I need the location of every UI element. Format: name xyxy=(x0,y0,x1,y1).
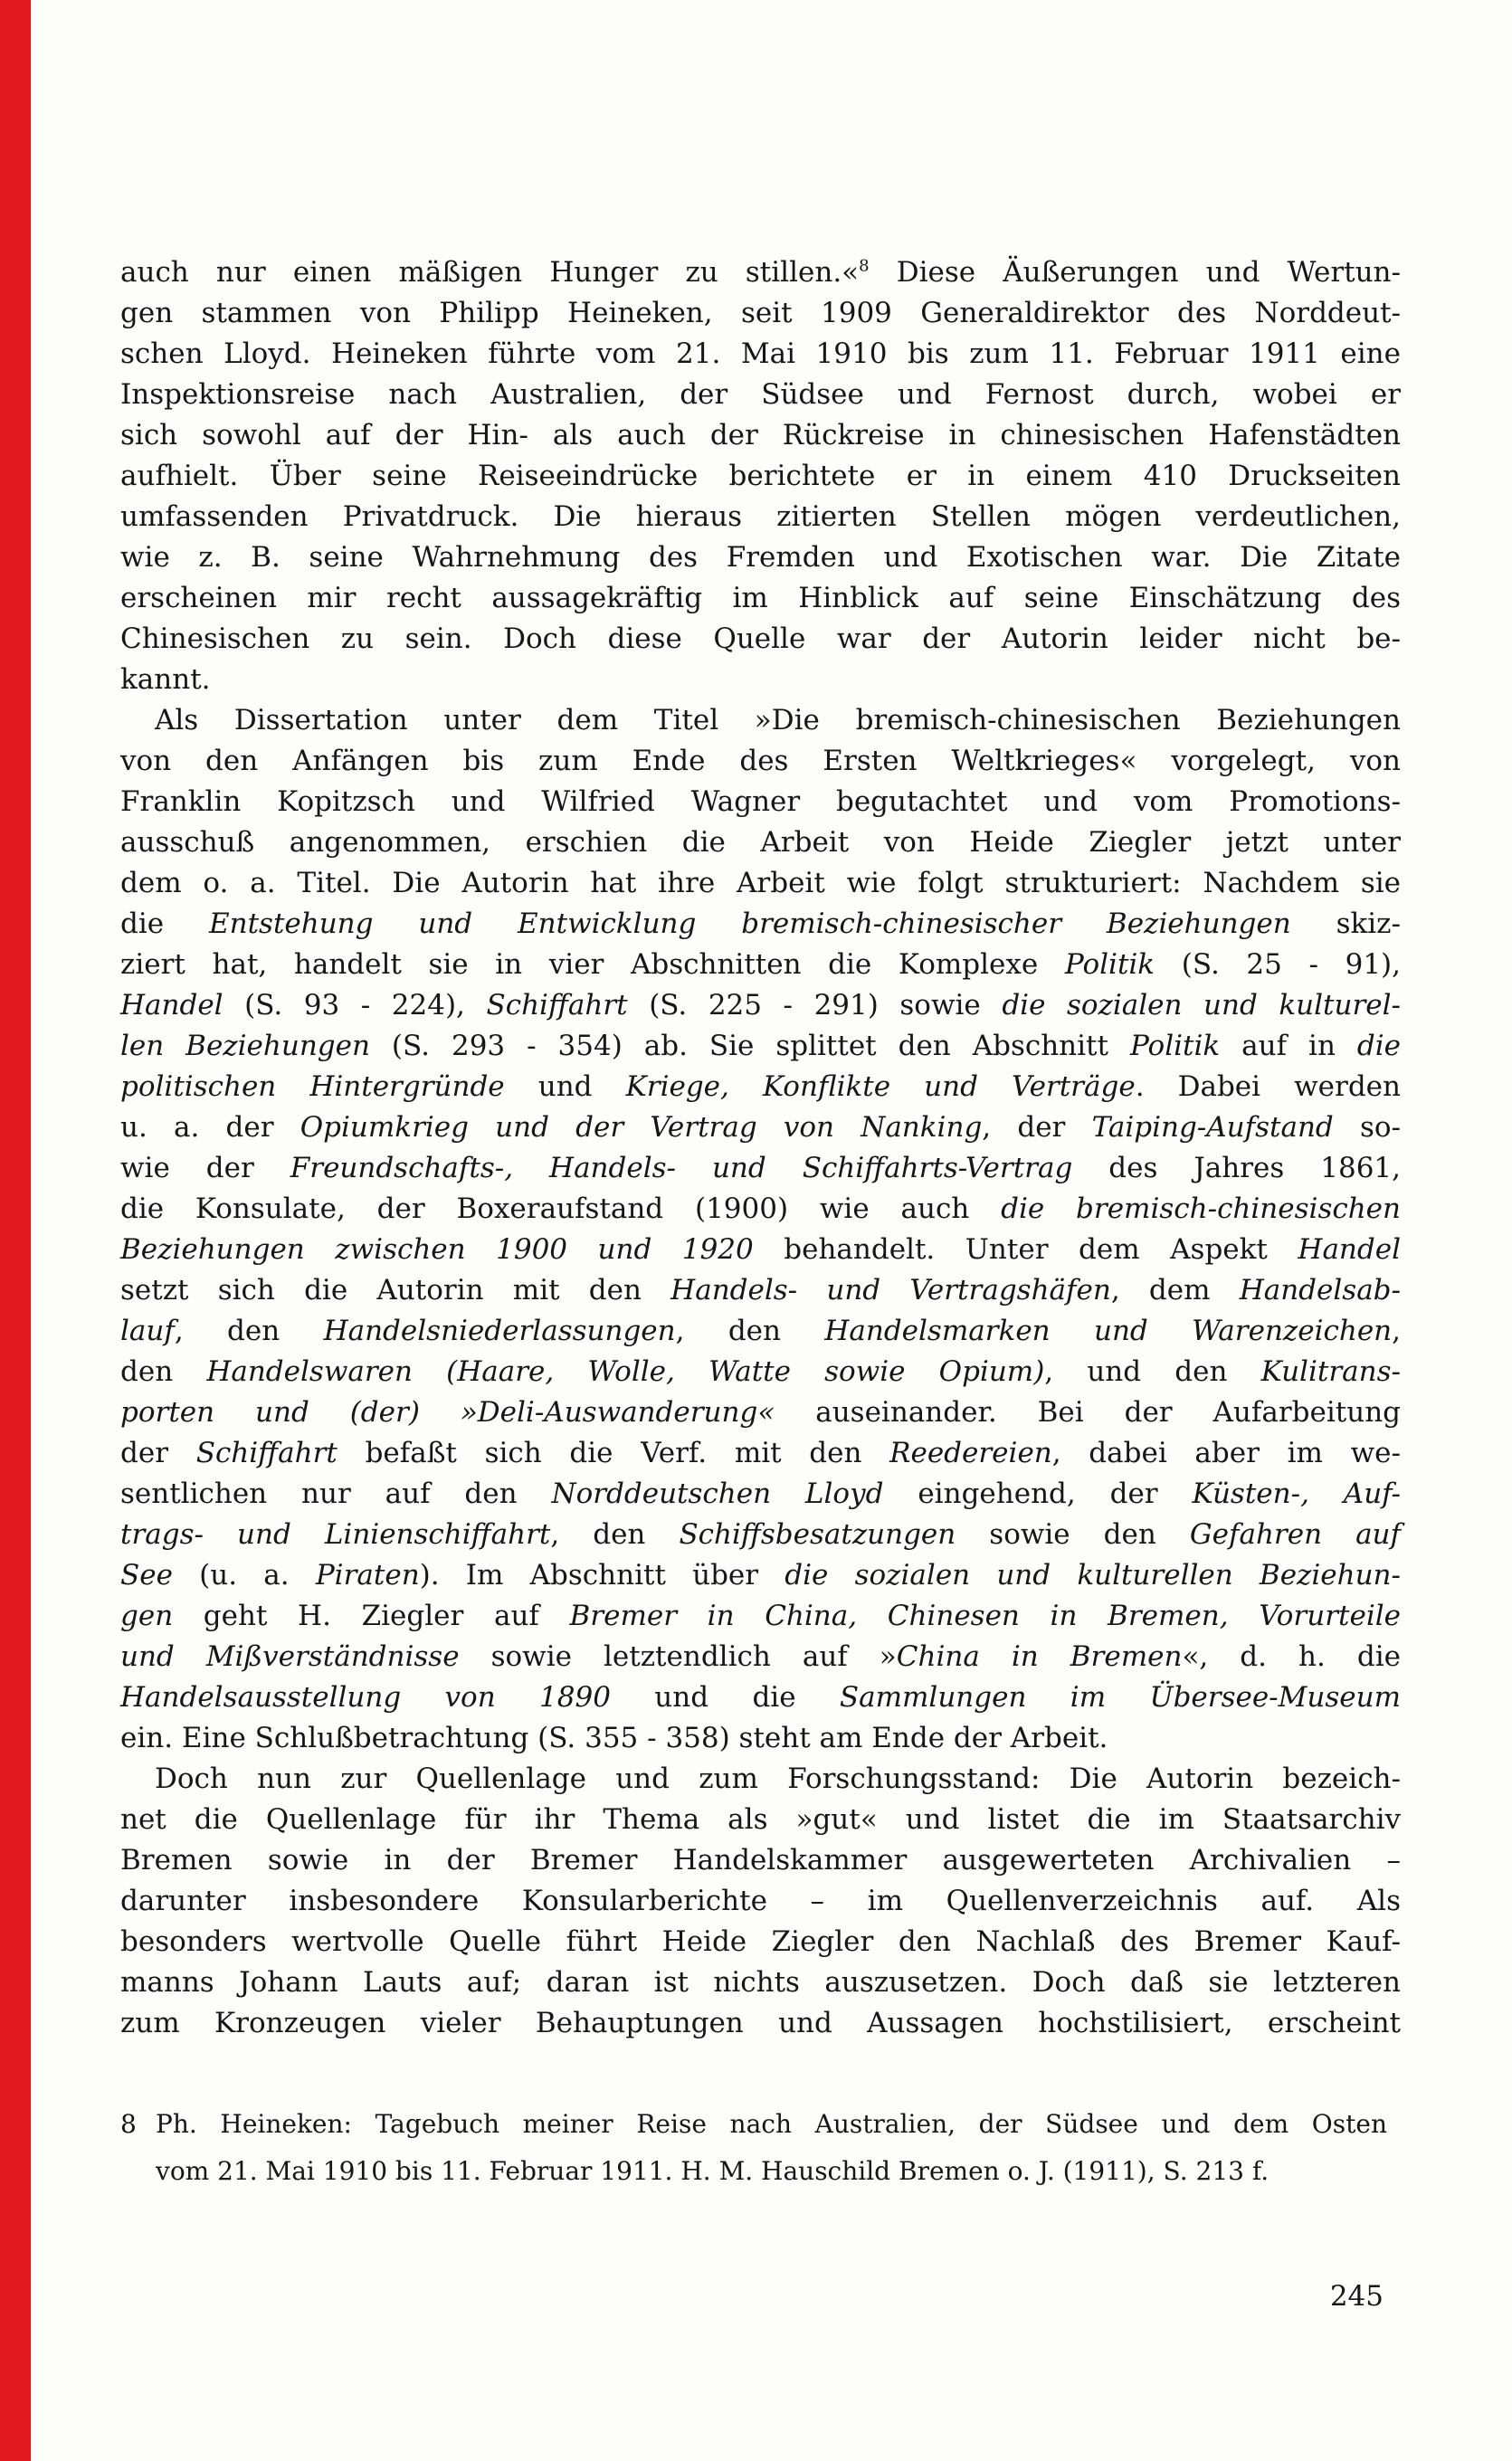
page-number: 245 xyxy=(1329,2280,1384,2313)
text-line xyxy=(120,1433,1401,1474)
text-line xyxy=(120,1148,1401,1189)
text-segment: setzt sich die Autorin mit den xyxy=(120,1274,671,1307)
italic-text-segment: Handelsab- xyxy=(1239,1274,1401,1307)
text-segment: besonders wertvolle Quelle führt Heide Ziegler den Nachlaß des Bremer Kauf- xyxy=(120,1925,1401,1958)
text-line xyxy=(120,1800,1401,1840)
text-segment: und xyxy=(504,1070,626,1103)
text-line xyxy=(120,1718,1401,1759)
italic-text-segment: Entstehung und Entwicklung bremisch-chinesischer Beziehungen xyxy=(208,907,1291,940)
text-segment: und die xyxy=(610,1681,840,1714)
text-line xyxy=(120,497,1401,537)
text-segment: , den xyxy=(675,1315,825,1347)
text-segment: Als Dissertation unter dem Titel »Die bremisch-chinesischen Beziehungen xyxy=(155,704,1401,736)
text-line xyxy=(120,660,1401,700)
paragraph xyxy=(120,700,1401,1759)
text-segment: darunter insbesondere Konsularberichte – im Quellenverzeichnis auf. Als xyxy=(120,1885,1401,1917)
italic-text-segment: Schiffahrt xyxy=(195,1437,338,1469)
text-line xyxy=(120,904,1401,945)
italic-text-segment: Handel xyxy=(120,989,223,1021)
text-segment: , xyxy=(1392,1315,1401,1347)
text-segment: Bremen sowie in der Bremer Handelskammer ausgewerteten Archivalien – xyxy=(120,1844,1401,1877)
italic-text-segment: Beziehungen zwischen 1900 und 1920 xyxy=(120,1233,754,1266)
footnote-marker: 8 xyxy=(120,2109,137,2139)
italic-text-segment: Handelsniederlassungen xyxy=(323,1315,676,1347)
text-segment: auch nur einen mäßigen Hunger zu stillen.« xyxy=(120,256,860,289)
text-segment: schen Lloyd. Heineken führte vom 21. Mai 1910 bis zum 11. Februar 1911 eine xyxy=(120,337,1401,370)
text-line xyxy=(120,985,1401,1026)
text-line xyxy=(120,700,1401,741)
footnote-reference: 8 xyxy=(859,256,870,276)
text-line xyxy=(120,945,1401,985)
text-segment: , der xyxy=(982,1111,1092,1144)
text-segment: von den Anfängen bis zum Ende des Ersten Weltkrieges« vorgelegt, von xyxy=(120,745,1401,777)
italic-text-segment: und Mißverständnisse xyxy=(120,1640,460,1673)
text-line xyxy=(120,1759,1401,1800)
text-segment: aufhielt. Über seine Reiseeindrücke berichtete er in einem 410 Druckseiten xyxy=(120,460,1401,492)
italic-text-segment: China in Bremen xyxy=(896,1640,1183,1673)
text-segment: gen stammen von Philipp Heineken, seit 1909 Generaldirektor des Norddeut- xyxy=(120,297,1401,329)
text-segment: befaßt sich die Verf. mit den xyxy=(337,1437,890,1469)
text-line xyxy=(120,1352,1401,1392)
text-segment: Diese Äußerungen und Wertun- xyxy=(869,256,1401,289)
italic-text-segment: Opiumkrieg und der Vertrag von Nanking xyxy=(300,1111,983,1144)
text-line xyxy=(120,1922,1401,1962)
paragraph xyxy=(120,252,1401,700)
italic-text-segment: Handels- und Vertragshäfen xyxy=(670,1274,1111,1307)
text-segment: wie z. B. seine Wahrnehmung des Fremden und Exotischen war. Die Zitate xyxy=(120,541,1401,574)
text-segment: geht H. Ziegler auf xyxy=(173,1600,570,1632)
italic-text-segment: Politik xyxy=(1064,948,1155,981)
text-segment: net die Quellenlage für ihr Thema als »gut« und listet die im Staatsarchiv xyxy=(120,1803,1401,1836)
text-segment: Inspektionsreise nach Australien, der Südsee und Fernost durch, wobei er xyxy=(120,378,1401,411)
text-segment: dem o. a. Titel. Die Autorin hat ihre Arbeit wie folgt strukturiert: Nachdem sie xyxy=(120,867,1401,899)
text-segment: (S. 225 - 291) sowie xyxy=(627,989,1003,1021)
text-line xyxy=(120,2003,1401,2044)
italic-text-segment: Norddeutschen Lloyd xyxy=(551,1478,884,1510)
text-segment: zum Kronzeugen vieler Behauptungen und Aussagen hochstilisiert, erscheint xyxy=(120,2007,1401,2039)
text-line xyxy=(120,1677,1401,1718)
text-segment: . Dabei werden xyxy=(1135,1070,1401,1103)
text-line xyxy=(120,1596,1401,1637)
text-line xyxy=(120,1270,1401,1311)
text-segment: , und den xyxy=(1044,1355,1261,1388)
italic-text-segment: Kulitrans- xyxy=(1260,1355,1401,1388)
text-segment: Ph. Heineken: Tagebuch meiner Reise nach Australien, der Südsee und dem Osten xyxy=(156,2109,1387,2139)
text-segment: (S. 293 - 354) ab. Sie splittet den Abschnitt xyxy=(369,1030,1130,1062)
text-segment: eingehend, der xyxy=(883,1478,1193,1510)
text-segment: skiz- xyxy=(1290,907,1401,940)
text-segment: u. a. der xyxy=(120,1111,300,1144)
text-line xyxy=(120,1107,1401,1148)
text-line xyxy=(120,537,1401,578)
red-edge-strip xyxy=(0,0,31,2461)
italic-text-segment: die bremisch-chinesischen xyxy=(1001,1192,1401,1225)
text-segment: die Konsulate, der Boxeraufstand (1900) wie auch xyxy=(120,1192,1002,1225)
italic-text-segment: Schiffahrt xyxy=(486,989,628,1021)
text-segment: (S. 25 - 91), xyxy=(1155,948,1401,981)
text-line xyxy=(120,456,1401,497)
text-segment: Chinesischen zu sein. Doch diese Quelle war der Autorin leider nicht be- xyxy=(120,622,1401,655)
text-line xyxy=(120,1067,1401,1107)
text-segment: die xyxy=(120,907,209,940)
text-line xyxy=(156,2101,1387,2148)
text-segment: sich sowohl auf der Hin- als auch der Rückreise in chinesischen Hafenstädten xyxy=(120,419,1401,451)
text-segment: erscheinen mir recht aussagekräftig im Hinblick auf seine Einschätzung des xyxy=(120,582,1401,614)
text-segment: «, d. h. die xyxy=(1182,1640,1401,1673)
italic-text-segment: Kriege, Konflikte und Verträge xyxy=(625,1070,1136,1103)
text-line xyxy=(120,1026,1401,1067)
text-segment: auseinander. Bei der Aufarbeitung xyxy=(775,1396,1402,1429)
text-line xyxy=(120,293,1401,334)
text-line xyxy=(156,2148,1387,2195)
text-line xyxy=(120,1881,1401,1922)
italic-text-segment: lauf xyxy=(120,1315,175,1347)
text-line xyxy=(120,1962,1401,2003)
text-line xyxy=(120,822,1401,863)
italic-text-segment: Politik xyxy=(1129,1030,1221,1062)
text-segment: ein. Eine Schlußbetrachtung (S. 355 - 358) steht am Ende der Arbeit. xyxy=(120,1722,1108,1754)
text-line xyxy=(120,1840,1401,1881)
italic-text-segment: Handel xyxy=(1298,1233,1401,1266)
text-segment: ausschuß angenommen, erschien die Arbeit von Heide Ziegler jetzt unter xyxy=(120,826,1401,859)
text-line xyxy=(120,1392,1401,1433)
text-segment: des Jahres 1861, xyxy=(1072,1152,1401,1184)
text-line xyxy=(120,619,1401,660)
italic-text-segment: politischen Hintergründe xyxy=(120,1070,505,1103)
text-line xyxy=(120,1555,1401,1596)
text-segment: kannt. xyxy=(120,663,211,696)
text-segment: behandelt. Unter dem Aspekt xyxy=(753,1233,1298,1266)
italic-text-segment: Schiffsbesatzungen xyxy=(679,1518,956,1551)
italic-text-segment: porten und (der) »Deli-Auswanderung« xyxy=(120,1396,775,1429)
text-line xyxy=(120,1311,1401,1352)
text-line xyxy=(120,252,1401,293)
text-line xyxy=(120,1230,1401,1270)
italic-text-segment: Freundschafts-, Handels- und Schiffahrts-Vertrag xyxy=(290,1152,1073,1184)
text-line xyxy=(120,334,1401,375)
text-segment: vom 21. Mai 1910 bis 11. Februar 1911. H. M. Hauschild Bremen o. J. (1911), S. 213 f. xyxy=(156,2156,1270,2186)
text-segment: so- xyxy=(1333,1111,1402,1144)
text-segment: (u. a. xyxy=(172,1559,316,1592)
italic-text-segment: trags- und Linienschiffahrt xyxy=(120,1518,551,1551)
italic-text-segment: Taiping-Aufstand xyxy=(1091,1111,1334,1144)
italic-text-segment: die sozialen und kulturellen Beziehun- xyxy=(785,1559,1401,1592)
text-line xyxy=(120,375,1401,415)
text-segment: , dem xyxy=(1110,1274,1240,1307)
text-line xyxy=(120,578,1401,619)
text-segment: sowie letztendlich auf » xyxy=(459,1640,897,1673)
italic-text-segment: See xyxy=(120,1559,173,1592)
italic-text-segment: Handelsmarken und Warenzeichen xyxy=(824,1315,1393,1347)
italic-text-segment: Reedereien xyxy=(889,1437,1052,1469)
text-segment: (S. 93 - 224), xyxy=(223,989,487,1021)
text-line xyxy=(120,782,1401,822)
text-segment: den xyxy=(120,1355,207,1388)
italic-text-segment: Sammlungen im Übersee-Museum xyxy=(839,1681,1401,1714)
text-line xyxy=(120,1637,1401,1677)
italic-text-segment: len Beziehungen xyxy=(120,1030,370,1062)
italic-text-segment: Handelswaren (Haare, Wolle, Watte sowie Opium) xyxy=(206,1355,1045,1388)
italic-text-segment: Küsten-, Auf- xyxy=(1192,1478,1401,1510)
italic-text-segment: Piraten xyxy=(315,1559,420,1592)
text-segment: Doch nun zur Quellenlage und zum Forschungsstand: Die Autorin bezeich- xyxy=(155,1763,1401,1795)
text-segment: sentlichen nur auf den xyxy=(120,1478,552,1510)
paragraph xyxy=(120,1759,1401,2044)
text-line xyxy=(120,1515,1401,1555)
italic-text-segment: gen xyxy=(120,1600,174,1632)
text-segment: , den xyxy=(550,1518,680,1551)
text-line xyxy=(120,863,1401,904)
text-line xyxy=(120,741,1401,782)
text-segment: sowie den xyxy=(956,1518,1190,1551)
text-segment: ziert hat, handelt sie in vier Abschnitten die Komplexe xyxy=(120,948,1065,981)
text-line xyxy=(120,1474,1401,1515)
text-line xyxy=(120,1189,1401,1230)
text-segment: , den xyxy=(174,1315,324,1347)
footnote-text xyxy=(156,2101,1387,2195)
text-segment: , dabei aber im we- xyxy=(1051,1437,1401,1469)
italic-text-segment: Bremer in China, Chinesen in Bremen, Vorurteile xyxy=(569,1600,1401,1632)
text-segment: ). Im Abschnitt über xyxy=(419,1559,785,1592)
footnote xyxy=(120,2101,1387,2195)
text-line xyxy=(120,415,1401,456)
page-body xyxy=(120,252,1401,2044)
text-segment: der xyxy=(120,1437,196,1469)
text-segment: manns Johann Lauts auf; daran ist nichts auszusetzen. Doch daß sie letzteren xyxy=(120,1966,1401,1999)
text-segment: auf in xyxy=(1220,1030,1357,1062)
italic-text-segment: die sozialen und kulturel- xyxy=(1002,989,1402,1021)
text-segment: Franklin Kopitzsch und Wilfried Wagner begutachtet und vom Promotions- xyxy=(120,785,1401,818)
text-segment: umfassenden Privatdruck. Die hieraus zitierten Stellen mögen verdeutlichen, xyxy=(120,500,1401,533)
text-segment: wie der xyxy=(120,1152,290,1184)
italic-text-segment: die xyxy=(1356,1030,1401,1062)
italic-text-segment: Handelsausstellung von 1890 xyxy=(120,1681,611,1714)
italic-text-segment: Gefahren auf xyxy=(1189,1518,1401,1551)
